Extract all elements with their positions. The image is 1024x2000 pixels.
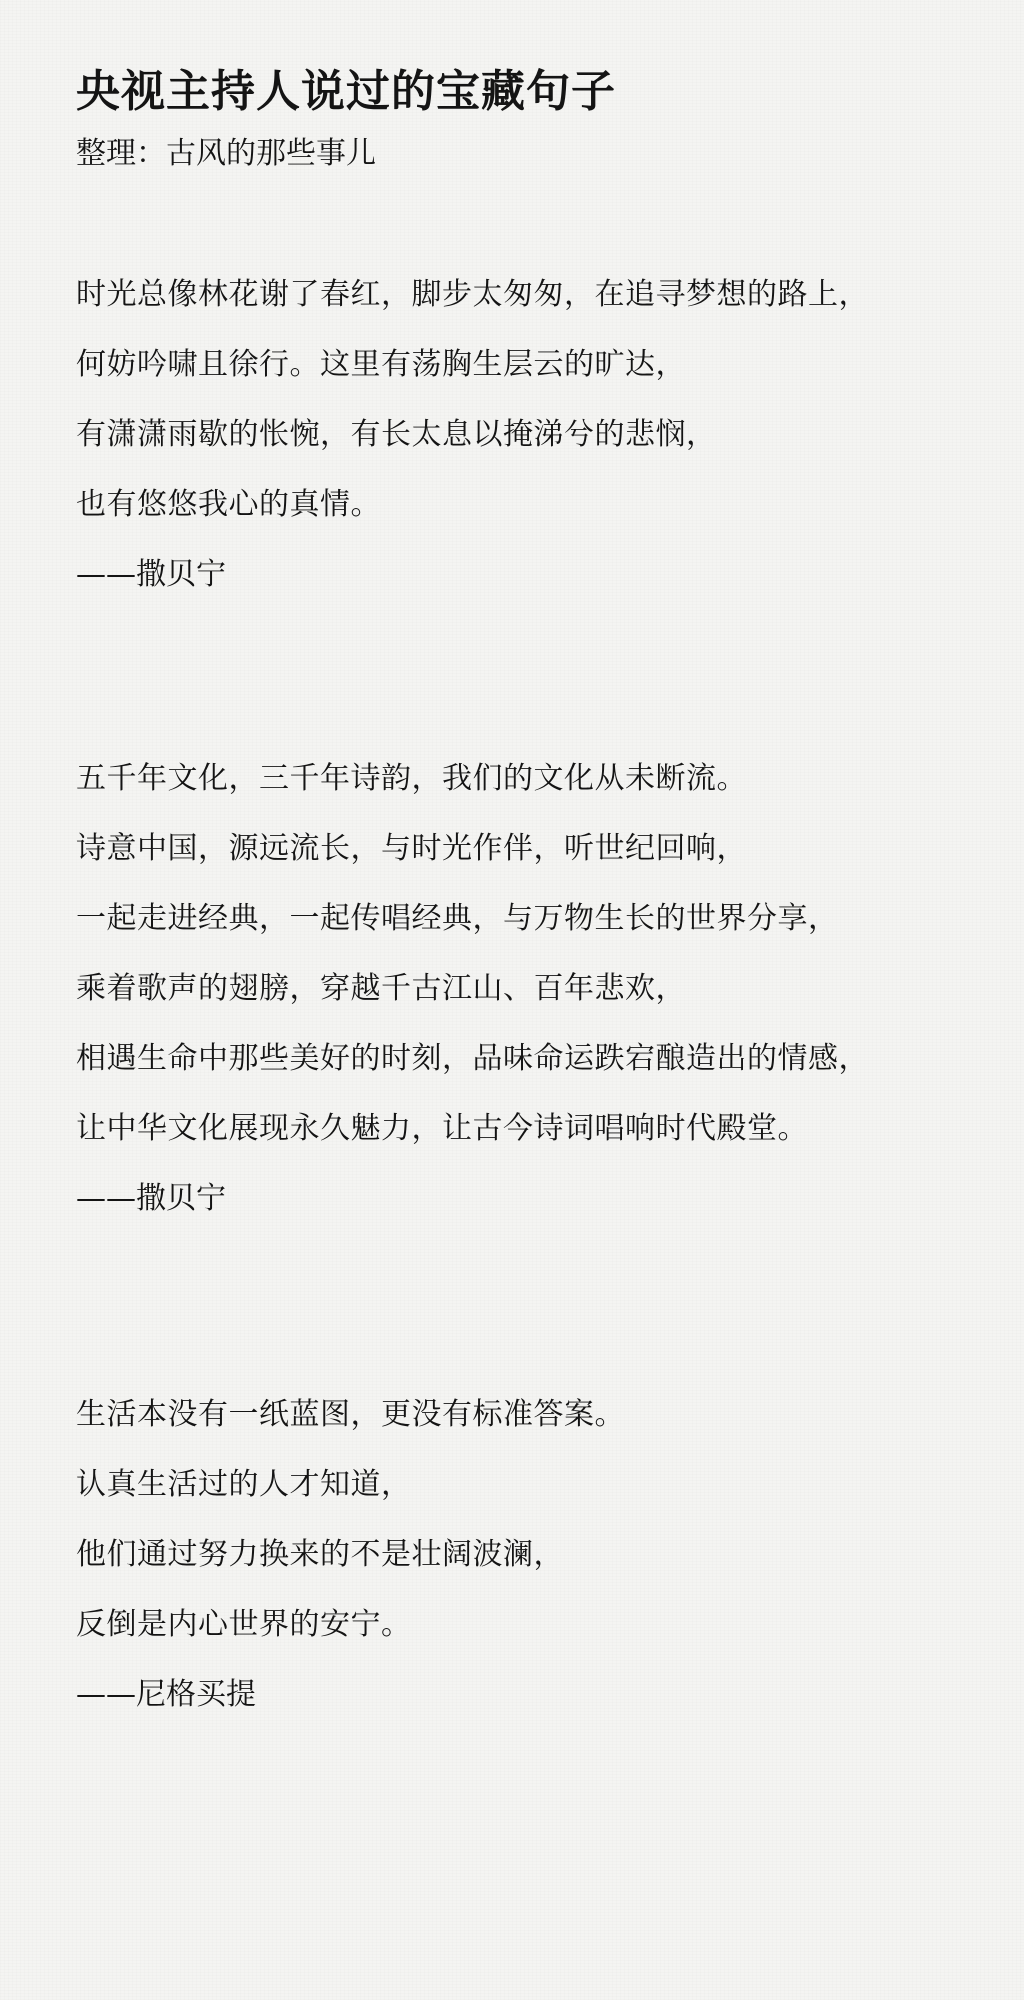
quote-line: 五千年文化，三千年诗韵，我们的文化从未断流。	[76, 761, 747, 796]
quote-line: 反倒是内心世界的安宁。	[76, 1607, 412, 1642]
quote-author: ——撒贝宁	[76, 1181, 226, 1216]
page-subtitle: 整理：古风的那些事儿	[76, 136, 376, 171]
quote-line: 诗意中国，源远流长，与时光作伴，听世纪回响，	[76, 831, 747, 866]
quote-line: 一起走进经典，一起传唱经典，与万物生长的世界分享，	[76, 901, 839, 936]
quote-line: 乘着歌声的翅膀，穿越千古江山、百年悲欢，	[76, 971, 686, 1006]
quote-line: 有潇潇雨歇的怅惋，有长太息以掩涕兮的悲悯，	[76, 417, 717, 452]
quote-line: 时光总像林花谢了春红，脚步太匆匆，在追寻梦想的路上，	[76, 277, 869, 312]
quote-line: 相遇生命中那些美好的时刻，品味命运跌宕酿造出的情感，	[76, 1041, 869, 1076]
quote-line: 何妨吟啸且徐行。这里有荡胸生层云的旷达，	[76, 347, 686, 382]
quote-line: 也有悠悠我心的真情。	[76, 487, 381, 522]
quote-line: 认真生活过的人才知道，	[76, 1467, 412, 1502]
quote-author: ——撒贝宁	[76, 557, 226, 592]
quote-block	[76, 759, 996, 1219]
quote-line: 他们通过努力换来的不是壮阔波澜，	[76, 1537, 564, 1572]
quote-block	[76, 1395, 996, 1715]
quote-line: 生活本没有一纸蓝图，更没有标准答案。	[76, 1397, 625, 1432]
quote-block	[76, 275, 996, 595]
page-title: 央视主持人说过的宝藏句子	[76, 66, 616, 117]
quote-line: 让中华文化展现永久魅力，让古今诗词唱响时代殿堂。	[76, 1111, 808, 1146]
quote-author: ——尼格买提	[76, 1677, 256, 1712]
header	[76, 64, 976, 174]
